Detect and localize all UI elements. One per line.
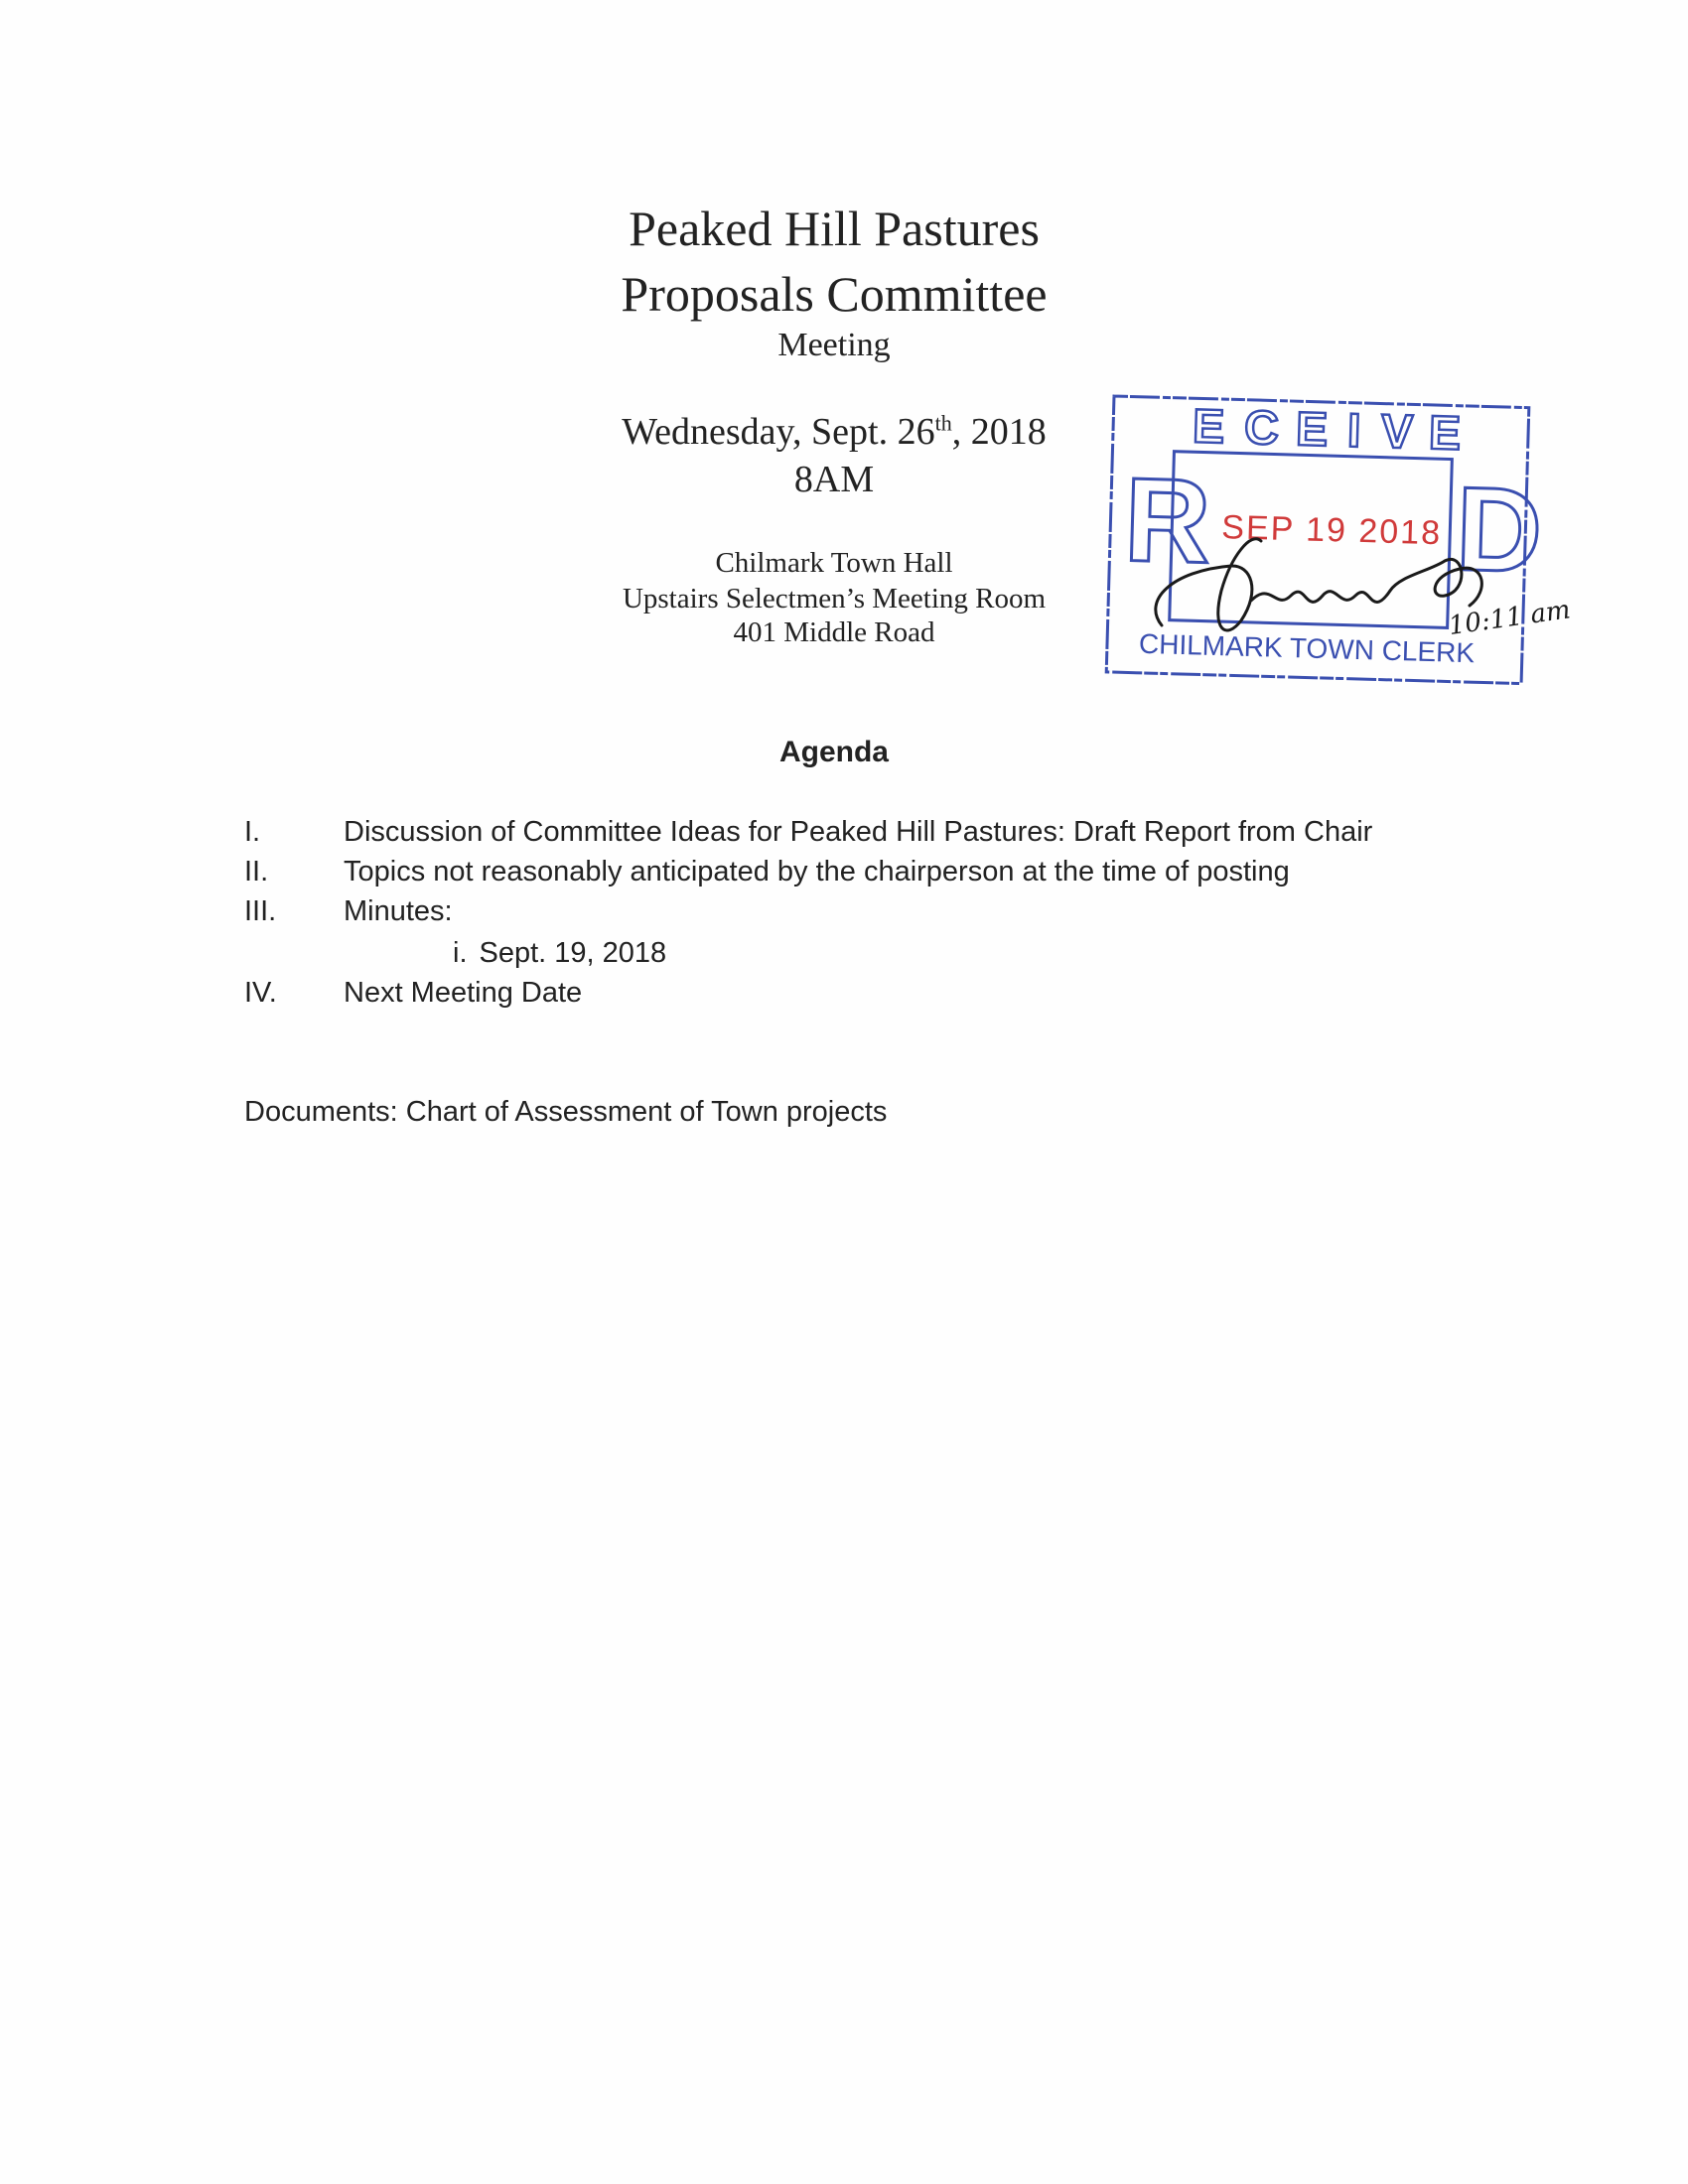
location-line-2: Upstairs Selectmen’s Meeting Room [622,583,1047,614]
agenda-item-text: Topics not reasonably anticipated by the chairperson at the time of posting [344,856,1290,887]
date-ordinal: th [934,410,952,436]
received-stamp [1102,392,1573,690]
date-year: , 2018 [951,411,1047,453]
stamp-letter-r: R [1122,453,1213,589]
stamp-clerk-label: CHILMARK TOWN CLERK [1138,627,1476,669]
stamp-letter-e1: E [1192,400,1225,455]
location-line-3: 401 Middle Road [733,616,935,648]
agenda-item-number: III. [244,895,277,927]
agenda-item-number: II. [244,856,269,887]
stamp-letter-e3: E [1428,406,1462,461]
received-stamp-graphic [1102,392,1573,690]
subtitle: Meeting [777,327,891,363]
meeting-date [556,409,1112,455]
agenda-item-number: I. [244,816,261,848]
handwritten-time: 10:11 am [1447,595,1573,642]
title-line-1: Peaked Hill Pastures [629,201,1040,256]
stamp-letter-e2: E [1295,403,1329,458]
agenda-item-text: Next Meeting Date [344,977,583,1009]
agenda-sub-item-number: i. [453,937,468,969]
stamp-letter-d: D [1454,462,1544,599]
stamp-letter-i: I [1346,404,1362,458]
meeting-time: 8AM [793,459,875,500]
stamp-letter-v: V [1380,405,1414,460]
agenda-item-number: IV. [244,977,277,1009]
agenda-sub-item-text: Sept. 19, 2018 [479,937,667,969]
date-prefix: Wednesday, Sept. 26 [622,411,935,453]
agenda-item-text: Minutes: [344,895,453,927]
agenda-sub-item [453,935,666,971]
agenda-item-text: Discussion of Committee Ideas for Peaked Hill Pastures: Draft Report from Chair [344,816,1373,848]
agenda-heading: Agenda [778,736,889,768]
stamp-letter-c: C [1243,401,1280,456]
documents-line: Documents: Chart of Assessment of Town projects [244,1096,888,1128]
location-line-1: Chilmark Town Hall [715,547,953,579]
title-line-2: Proposals Committee [621,266,1048,322]
stamp-date: SEP 19 2018 [1220,508,1443,553]
